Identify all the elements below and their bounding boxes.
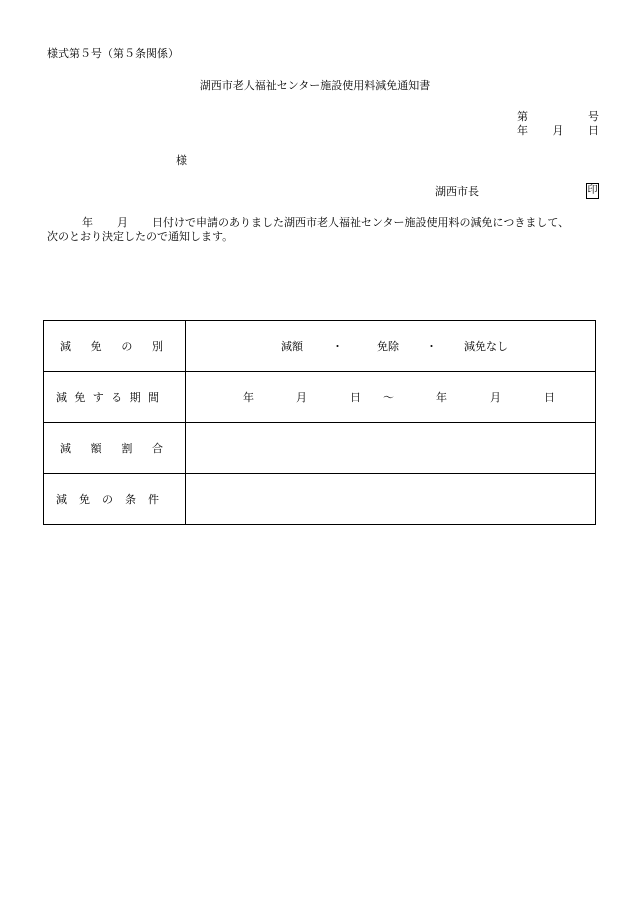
- label-char: の: [102, 493, 113, 506]
- form-number: 様式第５号（第５条関係）: [47, 47, 179, 60]
- label-char: 割: [121, 442, 133, 455]
- table-label-cell: [44, 423, 186, 474]
- label-char: る: [111, 391, 123, 404]
- body-text: [47, 216, 599, 244]
- addressee-suffix: 様: [176, 154, 187, 167]
- table-value-cell: [186, 423, 596, 474]
- issue-date: [517, 124, 599, 138]
- label-char: 免: [79, 493, 90, 506]
- table-value-cell: [186, 372, 596, 423]
- period-start-day: 日: [350, 391, 361, 404]
- table-row: [44, 321, 596, 372]
- seal-stamp: 印: [586, 183, 599, 199]
- date-month: 月: [552, 124, 564, 137]
- body-month: 月: [117, 216, 128, 229]
- option-no-exemption: 減免なし: [464, 340, 508, 353]
- label-char: の: [121, 340, 133, 353]
- label-char: 条: [125, 493, 136, 506]
- period-tilde: ～: [383, 391, 394, 404]
- doc-number-suffix: 号: [588, 110, 599, 123]
- doc-number-prefix: 第: [517, 110, 528, 123]
- table-label-cell: [44, 474, 186, 525]
- label-char: 期: [129, 391, 141, 404]
- body-rest: 日付けで申請のありました湖西市老人福祉センター施設使用料の減免につきまして、: [152, 216, 570, 229]
- body-line-2: 次のとおり決定したので通知します。: [47, 230, 234, 243]
- label-char: 減: [56, 391, 67, 404]
- period-end-day: 日: [544, 391, 555, 404]
- table-row: [44, 474, 596, 525]
- label-char: 免: [74, 391, 86, 404]
- option-separator: ・: [426, 340, 437, 353]
- period-end-year: 年: [436, 391, 447, 404]
- date-day: 日: [588, 124, 599, 137]
- period-start-year: 年: [243, 391, 254, 404]
- option-exemption: 免除: [377, 340, 399, 353]
- body-year: 年: [82, 216, 93, 229]
- label-char: 免: [90, 340, 102, 353]
- table-value-cell: [186, 474, 596, 525]
- label-char: 合: [151, 442, 163, 455]
- table-value-cell: [186, 321, 596, 372]
- table-row: [44, 423, 596, 474]
- label-char: 別: [151, 340, 163, 353]
- table-label-cell: [44, 321, 186, 372]
- period-end-month: 月: [490, 391, 501, 404]
- label-char: 減: [60, 340, 71, 353]
- date-year: 年: [517, 124, 528, 137]
- period-start-month: 月: [296, 391, 307, 404]
- table-row: [44, 372, 596, 423]
- issuer-name: 湖西市長: [435, 185, 479, 198]
- label-char: 間: [147, 391, 159, 404]
- exemption-table: [43, 320, 596, 525]
- table-label-cell: [44, 372, 186, 423]
- option-reduction: 減額: [281, 340, 303, 353]
- option-separator: ・: [332, 340, 343, 353]
- label-char: 減: [56, 493, 67, 506]
- label-char: 額: [90, 442, 102, 455]
- label-char: 減: [60, 442, 71, 455]
- label-char: 件: [148, 493, 159, 506]
- document-title: 湖西市老人福祉センター施設使用料減免通知書: [199, 79, 431, 92]
- label-char: す: [92, 391, 104, 404]
- document-number: [517, 110, 599, 124]
